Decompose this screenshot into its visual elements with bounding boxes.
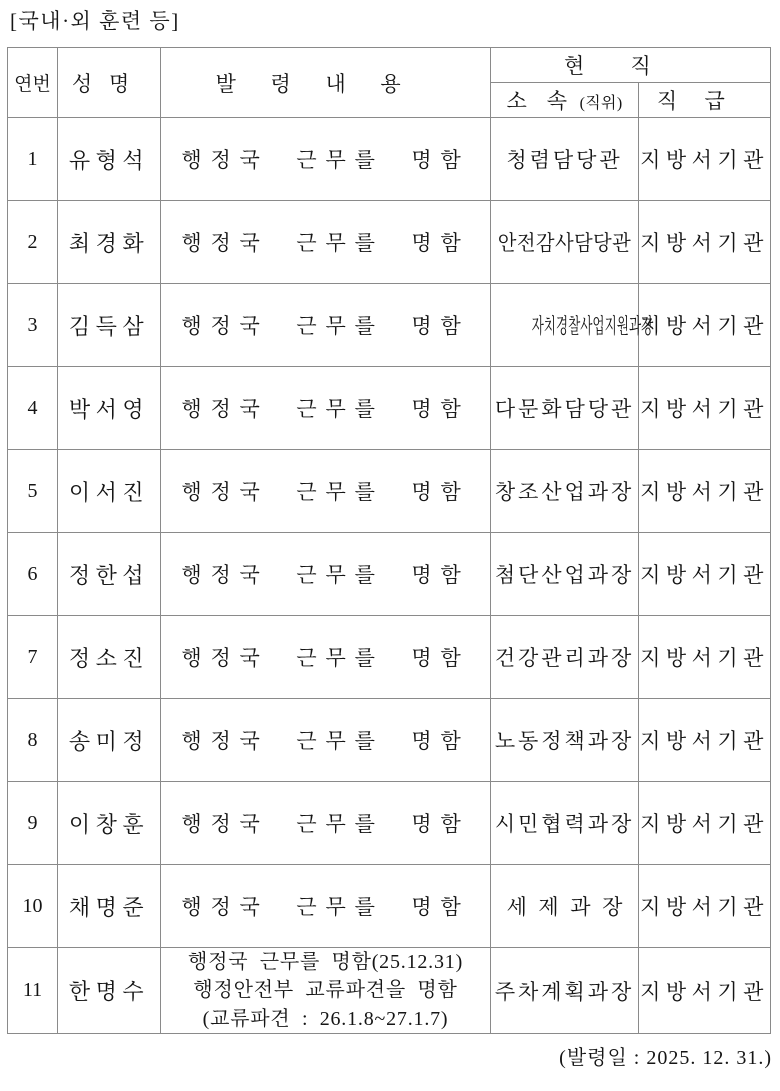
header-details: 발령내용 xyxy=(161,48,491,118)
row-number: 2 xyxy=(8,201,58,284)
rank: 지방서기관 xyxy=(639,533,771,616)
table-row xyxy=(8,201,771,284)
affiliation-text: 주차계획과장 xyxy=(494,979,635,1004)
table-row xyxy=(8,450,771,533)
affiliation-text: 창조산업과장 xyxy=(494,480,635,504)
affiliation-cell xyxy=(491,533,639,616)
affiliation-text: 청렴담당관 xyxy=(506,148,623,172)
appointment-details: 행정국 근무를 명함 xyxy=(161,367,491,450)
affiliation-cell xyxy=(491,118,639,201)
affiliation-text: 시민협력과장 xyxy=(494,812,635,836)
affiliation-cell xyxy=(491,699,639,782)
header-affiliation-position-label: (직위) xyxy=(579,95,623,112)
row-number: 7 xyxy=(8,616,58,699)
person-name: 정소진 xyxy=(58,616,161,699)
table-row xyxy=(8,616,771,699)
appointment-details: 행정국 근무를 명함 xyxy=(161,450,491,533)
header-row-top xyxy=(8,48,771,83)
header-current-position: 현직 xyxy=(491,48,771,83)
appointment-details-line: (교류파견 : 26.1.8~27.1.7) xyxy=(202,1007,449,1030)
affiliation-text: 다문화담당관 xyxy=(494,397,635,421)
affiliation-text: 안전감사담당관 xyxy=(497,231,632,255)
row-number: 11 xyxy=(8,948,58,1034)
header-affiliation xyxy=(491,83,639,118)
table-row xyxy=(8,865,771,948)
appointment-details-line: 행정국 근무를 명함(25.12.31) xyxy=(187,951,464,973)
appointment-details: 행정국 근무를 명함 xyxy=(161,782,491,865)
rank: 지방서기관 xyxy=(639,699,771,782)
person-name: 송미정 xyxy=(58,699,161,782)
table-row xyxy=(8,533,771,616)
affiliation-cell xyxy=(491,201,639,284)
table-row xyxy=(8,284,771,367)
table-row xyxy=(8,367,771,450)
appointment-details: 행정국 근무를 명함 xyxy=(161,865,491,948)
affiliation-text: 첨단산업과장 xyxy=(494,563,635,587)
affiliation-cell xyxy=(491,367,639,450)
affiliation-cell xyxy=(491,450,639,533)
affiliation-text: 자치경찰사업지원과장 xyxy=(531,314,654,338)
person-name: 김득삼 xyxy=(58,284,161,367)
rank: 지방서기관 xyxy=(639,284,771,367)
header-rank: 직급 xyxy=(639,83,771,118)
rank: 지방서기관 xyxy=(639,865,771,948)
person-name: 최경화 xyxy=(58,201,161,284)
document-title: [국내·외 훈련 등] xyxy=(10,9,180,33)
row-number: 5 xyxy=(8,450,58,533)
appointment-details xyxy=(161,948,491,1034)
rank: 지방서기관 xyxy=(639,201,771,284)
person-name: 박서영 xyxy=(58,367,161,450)
affiliation-cell xyxy=(491,616,639,699)
appointment-details-line: 행정안전부 교류파견을 명함 xyxy=(193,979,458,1002)
rank: 지방서기관 xyxy=(639,450,771,533)
person-name: 이서진 xyxy=(58,450,161,533)
appointment-details: 행정국 근무를 명함 xyxy=(161,284,491,367)
rank: 지방서기관 xyxy=(639,782,771,865)
header-name: 성명 xyxy=(58,48,161,118)
row-number: 6 xyxy=(8,533,58,616)
row-number: 1 xyxy=(8,118,58,201)
header-no: 연번 xyxy=(8,48,58,118)
appointment-details: 행정국 근무를 명함 xyxy=(161,699,491,782)
affiliation-text: 세제과장 xyxy=(506,895,634,919)
appointment-details: 행정국 근무를 명함 xyxy=(161,616,491,699)
affiliation-cell xyxy=(491,865,639,948)
person-name: 유형석 xyxy=(58,118,161,201)
affiliation-text: 건강관리과장 xyxy=(494,646,635,670)
appointment-table xyxy=(7,47,771,1034)
affiliation-text: 노동정책과장 xyxy=(494,729,635,753)
person-name: 정한섭 xyxy=(58,533,161,616)
rank: 지방서기관 xyxy=(639,948,771,1034)
row-number: 4 xyxy=(8,367,58,450)
affiliation-cell xyxy=(491,782,639,865)
rank: 지방서기관 xyxy=(639,367,771,450)
row-number: 9 xyxy=(8,782,58,865)
person-name: 한명수 xyxy=(58,948,161,1034)
person-name: 채명준 xyxy=(58,865,161,948)
table-row xyxy=(8,948,771,1034)
issue-date: (발령일 : 2025. 12. 31.) xyxy=(559,1047,772,1069)
table-row xyxy=(8,782,771,865)
person-name: 이창훈 xyxy=(58,782,161,865)
table-row xyxy=(8,118,771,201)
rank: 지방서기관 xyxy=(639,118,771,201)
rank: 지방서기관 xyxy=(639,616,771,699)
table-row xyxy=(8,699,771,782)
affiliation-cell xyxy=(491,284,654,367)
header-affiliation-label: 소 속 xyxy=(506,89,575,113)
appointment-details: 행정국 근무를 명함 xyxy=(161,118,491,201)
row-number: 8 xyxy=(8,699,58,782)
row-number: 10 xyxy=(8,865,58,948)
appointment-details: 행정국 근무를 명함 xyxy=(161,533,491,616)
appointment-details: 행정국 근무를 명함 xyxy=(161,201,491,284)
row-number: 3 xyxy=(8,284,58,367)
affiliation-cell xyxy=(491,948,639,1034)
